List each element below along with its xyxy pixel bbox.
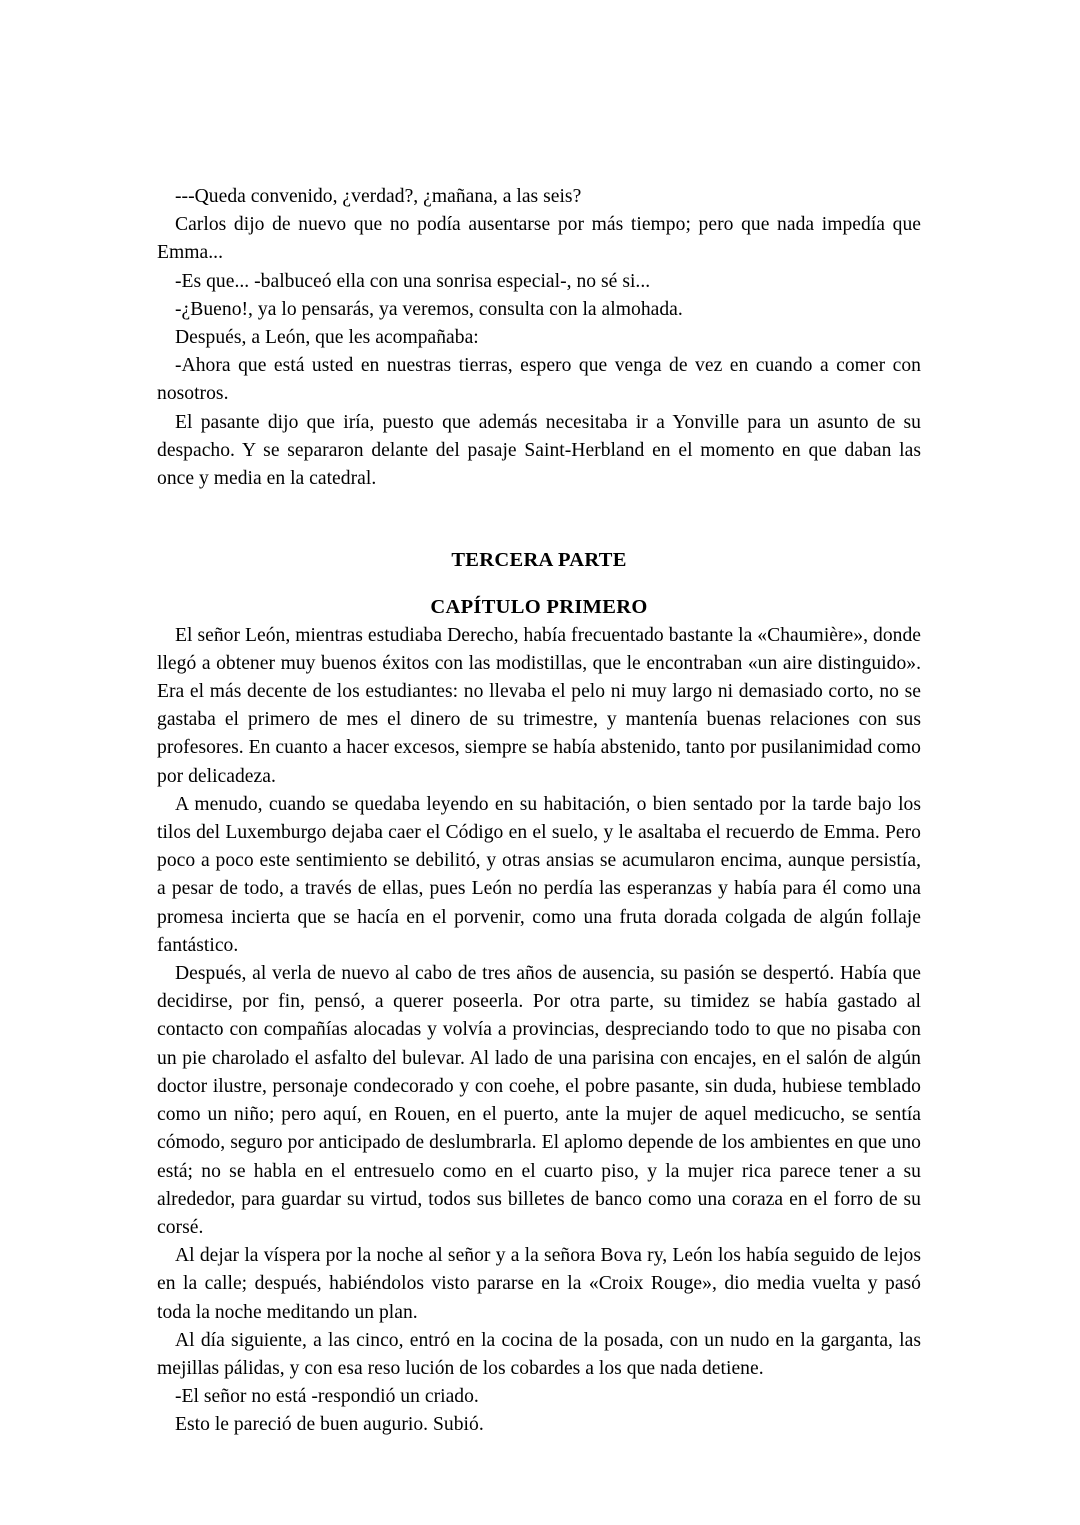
spacer [157,493,921,546]
text-column [157,183,921,1440]
paragraph: El señor León, mientras estudiaba Derecho, había frecuentado bastante la «Chaumière», donde llegó a obtener muy buenos éxitos con las modistillas, que le encontraban «un aire distinguido». Era el más decente de los estudiantes: no llevaba el pelo ni muy largo ni demasiado corto, no se gastaba el primero de mes el dinero de su trimestre, y mantenía buenas relaciones con sus profesores. En cuanto a hacer excesos, siempre se había abstenido, tanto por pusilanimidad como por delicadeza. [157,624,921,787]
paragraph: -El señor no está -respondió un criado. [175,1386,479,1408]
paragraph: Al dejar la víspera por la noche al señor y a la señora Bova ry, León los había seguido de lejos en la calle; después, habiéndolos visto pararse en la «Croix Rouge», dio media vuelta y pasó toda la noche meditando un plan. [157,1245,921,1323]
paragraph: Después, a León, que les acompañaba: [175,327,479,349]
paragraph: -Ahora que está usted en nuestras tierras, espero que venga de vez en cuando a comer con nosotros. [157,355,921,405]
paragraph: Después, al verla de nuevo al cabo de tres años de ausencia, su pasión se despertó. Había que decidirse, por fin, pensó, a querer poseerla. Por otra parte, su timidez se había gastado al contacto con compañías alocadas y volvía a provincias, despreciando todo to que no pisaba con un pie charolado el asfalto del bulevar. Al lado de una parisina con encajes, en el salón de algún doctor ilustre, personaje condecorado y con coehe, el pobre pasante, sin duda, hubiese temblado como un niño; pero aquí, en Rouen, en el puerto, ante la mujer de aquel medicucho, se sentía cómodo, seguro por anticipado de deslumbrarla. El aplomo depende de los ambientes en que uno está; no se habla en el entresuelo como en el cuarto piso, y la mujer rica parece tener a su alrededor, para guardar su virtud, todos sus billetes de banco como una coraza en el forro de su corsé. [157,963,921,1238]
paragraph: Al día siguiente, a las cinco, entró en la cocina de la posada, con un nudo en la garganta, las mejillas pálidas, y con esa reso lución de los cobardes a los que nada detiene. [157,1329,921,1379]
paragraph: -Es que... -balbuceó ella con una sonrisa especial-, no sé si... [175,270,651,292]
chapter-heading: CAPÍTULO PRIMERO [430,596,648,619]
paragraph: El pasante dijo que iría, puesto que además necesitaba ir a Yonville para un asunto de su despacho. Y se separaron delante del pasaje Saint-Herbland en el momento en que daban las once y media en la catedral. [157,411,921,490]
spacer [157,574,921,593]
paragraph: Carlos dijo de nuevo que no podía ausentarse por más tiempo; pero que nada impedía que Emma... [157,214,921,264]
paragraph: ---Queda convenido, ¿verdad?, ¿mañana, a las seis? [175,186,582,207]
paragraph: -¿Bueno!, ya lo pensarás, ya veremos, consulta con la almohada. [175,298,683,320]
paragraph: Esto le pareció de buen augurio. Subió. [175,1414,484,1436]
part-heading: TERCERA PARTE [451,549,627,572]
paragraph: A menudo, cuando se quedaba leyendo en su habitación, o bien sentado por la tarde bajo los tilos del Luxemburgo dejaba caer el Código en el suelo, y le asaltaba el recuerdo de Emma. Pero poco a poco este sentimiento se debilitó, y otras ansias se acumularon encima, aunque persistía, a pesar de todo, a través de ellas, pues León no perdía las esperanzas y había para él como una promesa incierta que se hacía en el porvenir, como una fruta dorada colgada de algún follaje fantástico. [157,793,921,956]
